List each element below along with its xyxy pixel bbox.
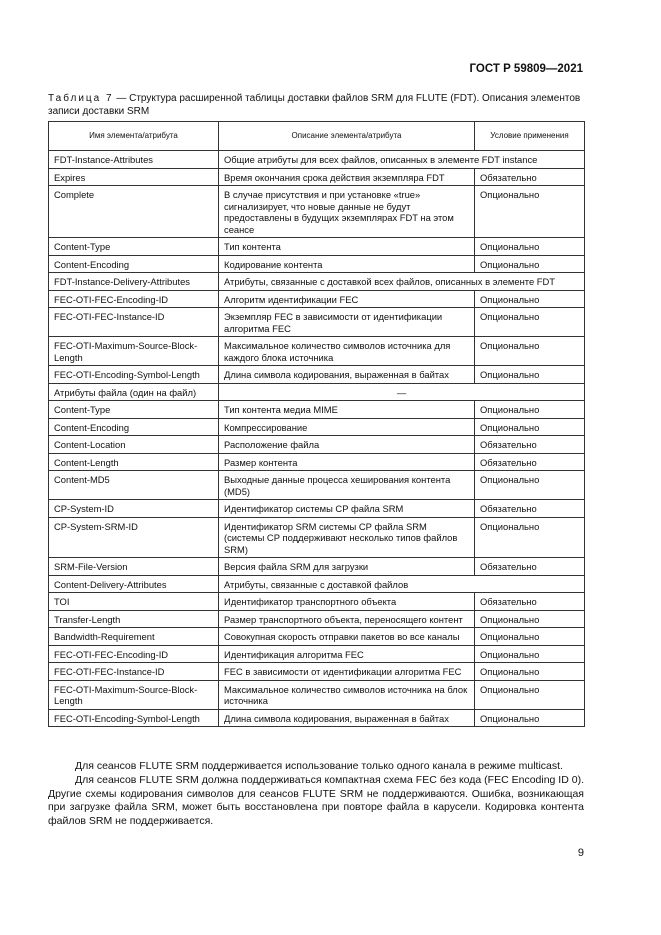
table-row — [49, 255, 585, 273]
element-name-cell: FDT-Instance-Attributes — [49, 151, 219, 169]
table-caption-label: Таблица 7 — [48, 93, 114, 104]
table-row — [49, 273, 585, 291]
element-description-cell: Атрибуты, связанные с доставкой файлов — [219, 575, 585, 593]
element-name-cell: Content-Encoding — [49, 255, 219, 273]
page-number: 9 — [577, 847, 584, 859]
element-condition-cell: Опционально — [475, 255, 585, 273]
table-row — [49, 500, 585, 518]
element-description-cell: — — [219, 383, 585, 401]
element-description-cell: Кодирование контента — [219, 255, 475, 273]
element-name-cell: Атрибуты файла (один на файл) — [49, 383, 219, 401]
element-condition-cell: Обязательно — [475, 168, 585, 186]
element-description-cell: Тип контента медиа MIME — [219, 401, 475, 419]
table-row — [49, 628, 585, 646]
table-row — [49, 610, 585, 628]
element-description-cell: Идентификация алгоритма FEC — [219, 645, 475, 663]
element-description-cell: Экземпляр FEC в зависимости от идентификации алгоритма FEC — [219, 308, 475, 337]
element-condition-cell: Опционально — [475, 366, 585, 384]
element-name-cell: FEC-OTI-Maximum-Source-Block-Length — [49, 680, 219, 709]
table-caption — [48, 92, 608, 118]
element-name-cell: FEC-OTI-Encoding-Symbol-Length — [49, 709, 219, 727]
element-name-cell: Content-Length — [49, 453, 219, 471]
element-name-cell: FEC-OTI-FEC-Instance-ID — [49, 663, 219, 681]
element-condition-cell: Обязательно — [475, 558, 585, 576]
element-condition-cell: Опционально — [475, 645, 585, 663]
body-text — [48, 760, 584, 829]
table-header-row — [49, 122, 585, 151]
table-row — [49, 517, 585, 558]
element-condition-cell: Опционально — [475, 517, 585, 558]
table-row — [49, 290, 585, 308]
table-row — [49, 238, 585, 256]
element-name-cell: FEC-OTI-FEC-Instance-ID — [49, 308, 219, 337]
element-condition-cell: Опционально — [475, 680, 585, 709]
element-description-cell: Тип контента — [219, 238, 475, 256]
table-row — [49, 558, 585, 576]
element-condition-cell: Опционально — [475, 401, 585, 419]
table-row — [49, 383, 585, 401]
element-name-cell: Content-Location — [49, 436, 219, 454]
table-row — [49, 680, 585, 709]
element-condition-cell: Опционально — [475, 308, 585, 337]
element-name-cell: Complete — [49, 186, 219, 238]
element-condition-cell: Опционально — [475, 628, 585, 646]
element-name-cell: FDT-Instance-Delivery-Attributes — [49, 273, 219, 291]
table-row — [49, 593, 585, 611]
element-description-cell: Длина символа кодирования, выраженная в байтах — [219, 366, 475, 384]
table-row — [49, 151, 585, 169]
element-description-cell: Идентификатор SRM системы СР файла SRM (системы СР поддерживают несколько типов файлов SRM) — [219, 517, 475, 558]
element-description-cell: Максимальное количество символов источника для каждого блока источника — [219, 337, 475, 366]
element-description-cell: Версия файла SRM для загрузки — [219, 558, 475, 576]
table-row — [49, 337, 585, 366]
element-name-cell: SRM-File-Version — [49, 558, 219, 576]
table-row — [49, 418, 585, 436]
element-condition-cell: Обязательно — [475, 593, 585, 611]
paragraph: Для сеансов FLUTE SRM должна поддерживаться компактная схема FEC без кода (FEC Encoding ID 0). Другие схемы кодирования символов для сеансов FLUTE SRM не поддерживаются. Ошибка, возникающая при загрузке файла SRM, может быть восстановлена при повторе файла в карусели. Кодировка контента файлов SRM не поддерживается. — [48, 773, 584, 828]
element-name-cell: CP-System-ID — [49, 500, 219, 518]
element-description-cell: Идентификатор системы СР файла SRM — [219, 500, 475, 518]
table-row — [49, 471, 585, 500]
element-condition-cell: Опционально — [475, 709, 585, 727]
element-condition-cell: Опционально — [475, 418, 585, 436]
table-row — [49, 663, 585, 681]
element-condition-cell: Опционально — [475, 610, 585, 628]
element-description-cell: Длина символа кодирования, выраженная в байтах — [219, 709, 475, 727]
element-description-cell: Выходные данные процесса хеширования контента (MD5) — [219, 471, 475, 500]
element-description-cell: Алгоритм идентификации FEC — [219, 290, 475, 308]
table-row — [49, 709, 585, 727]
element-condition-cell: Обязательно — [475, 453, 585, 471]
element-name-cell: CP-System-SRM-ID — [49, 517, 219, 558]
column-header-condition: Условие применения — [475, 122, 585, 151]
element-name-cell: Content-Encoding — [49, 418, 219, 436]
element-name-cell: Content-Type — [49, 401, 219, 419]
element-name-cell: FEC-OTI-FEC-Encoding-ID — [49, 645, 219, 663]
element-description-cell: Общие атрибуты для всех файлов, описанных в элементе FDT instance — [219, 151, 585, 169]
element-description-cell: Расположение файла — [219, 436, 475, 454]
table-row — [49, 168, 585, 186]
element-description-cell: Максимальное количество символов источника на блок источника — [219, 680, 475, 709]
table-row — [49, 401, 585, 419]
element-name-cell: Bandwidth-Requirement — [49, 628, 219, 646]
element-condition-cell: Опционально — [475, 663, 585, 681]
element-name-cell: Content-Delivery-Attributes — [49, 575, 219, 593]
element-condition-cell: Опционально — [475, 337, 585, 366]
paragraph: Для сеансов FLUTE SRM поддерживается использование только одного канала в режиме multicast. — [75, 760, 563, 772]
document-id: ГОСТ Р 59809—2021 — [469, 63, 583, 75]
table-row — [49, 308, 585, 337]
element-name-cell: Content-MD5 — [49, 471, 219, 500]
element-condition-cell: Опционально — [475, 471, 585, 500]
table-row — [49, 366, 585, 384]
element-description-cell: Размер транспортного объекта, переносящего контент — [219, 610, 475, 628]
table-row — [49, 436, 585, 454]
element-description-cell: Идентификатор транспортного объекта — [219, 593, 475, 611]
element-name-cell: FEC-OTI-Encoding-Symbol-Length — [49, 366, 219, 384]
element-condition-cell: Обязательно — [475, 436, 585, 454]
element-description-cell: Размер контента — [219, 453, 475, 471]
element-name-cell: FEC-OTI-Maximum-Source-Block-Length — [49, 337, 219, 366]
element-condition-cell: Опционально — [475, 186, 585, 238]
element-name-cell: FEC-OTI-FEC-Encoding-ID — [49, 290, 219, 308]
element-name-cell: Transfer-Length — [49, 610, 219, 628]
element-name-cell: Expires — [49, 168, 219, 186]
table-row — [49, 575, 585, 593]
table-body — [49, 151, 585, 727]
element-description-cell: Совокупная скорость отправки пакетов во все каналы — [219, 628, 475, 646]
element-description-cell: Компрессирование — [219, 418, 475, 436]
element-condition-cell: Опционально — [475, 290, 585, 308]
element-name-cell: Content-Type — [49, 238, 219, 256]
table-row — [49, 186, 585, 238]
column-header-description: Описание элемента/атрибута — [219, 122, 475, 151]
fdt-structure-table — [48, 121, 585, 727]
column-header-name: Имя элемента/атрибута — [49, 122, 219, 151]
element-description-cell: FEC в зависимости от идентификации алгоритма FEC — [219, 663, 475, 681]
element-name-cell: TOI — [49, 593, 219, 611]
table-caption-text: — Структура расширенной таблицы доставки файлов SRM для FLUTE (FDT). Описания элементов записи доставки SRM — [48, 93, 581, 117]
element-description-cell: Атрибуты, связанные с доставкой всех файлов, описанных в элементе FDT — [219, 273, 585, 291]
element-description-cell: Время окончания срока действия экземпляра FDT — [219, 168, 475, 186]
table-row — [49, 645, 585, 663]
element-condition-cell: Опционально — [475, 238, 585, 256]
element-description-cell: В случае присутствия и при установке «true» сигнализирует, что новые данные не будут предоставлены в будущих экземплярах FDT на этом сеансе — [219, 186, 475, 238]
table-row — [49, 453, 585, 471]
element-condition-cell: Обязательно — [475, 500, 585, 518]
